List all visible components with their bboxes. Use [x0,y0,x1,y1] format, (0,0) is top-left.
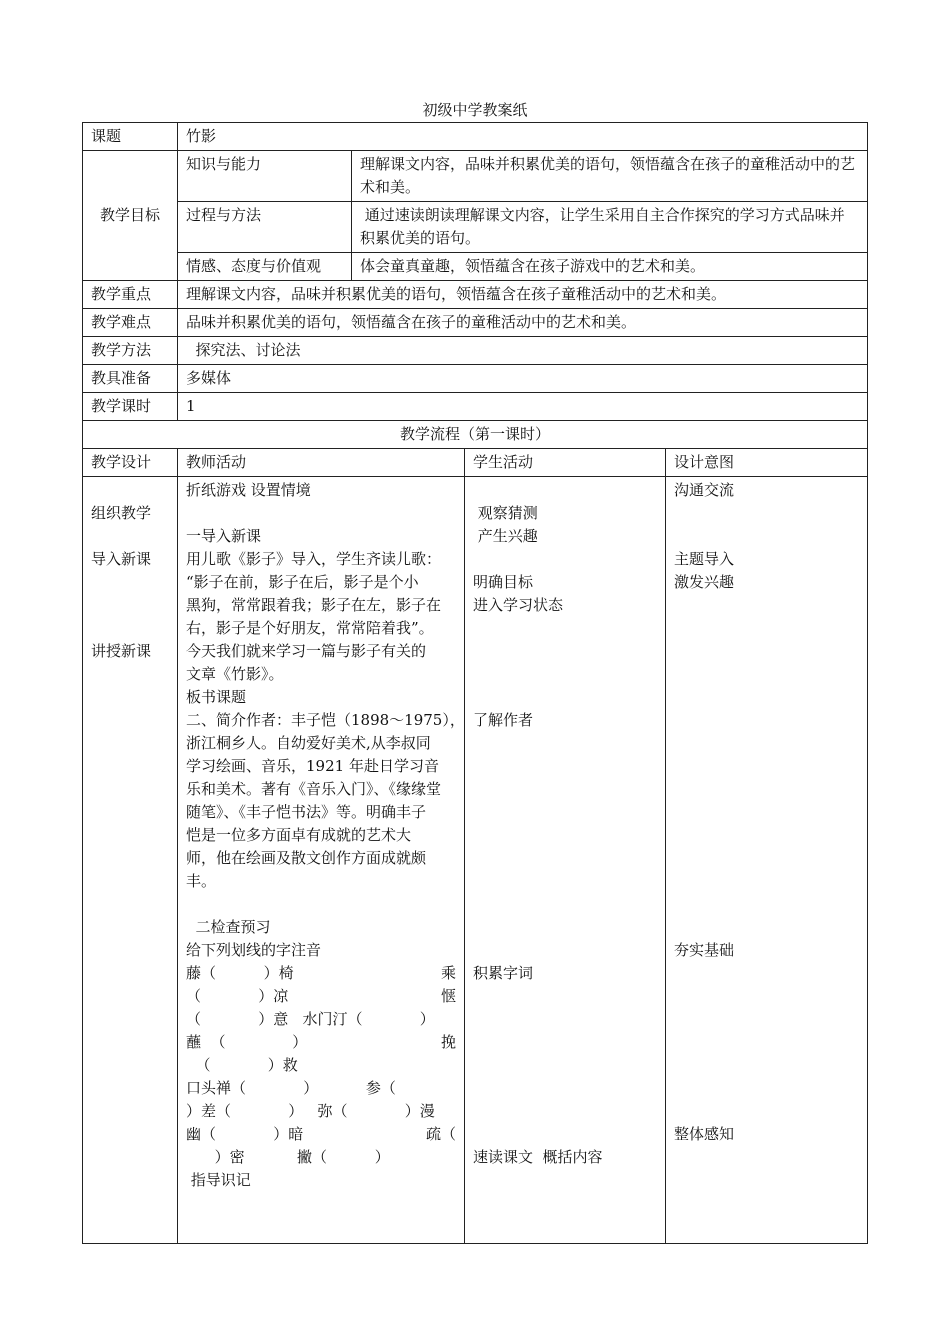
vocab-text: 幽（ ）暗 [186,1125,304,1143]
objective-row-process [83,202,868,253]
intent-line: 激发兴趣 [674,573,735,591]
objective-dim-emotion: 情感、态度与价值观 [178,253,352,281]
teacher-line: 给下列划线的字注音 [186,941,322,959]
header-teacher: 教师活动 [178,449,465,477]
teacher-line: 一导入新课 [186,527,262,545]
stage-intro: 导入新课 [91,550,152,568]
student-line: 进入学习状态 [473,596,564,614]
objective-row-knowledge [83,151,868,202]
method-row [83,337,868,365]
teacher-line: 指导识记 [186,1171,251,1189]
intent-line: 沟通交流 [674,481,735,499]
teacher-line: 文章《竹影》。 [186,665,284,683]
teacher-line: 浙江桐乡人。自幼爱好美术,从李叔同 [186,734,431,752]
student-line: 产生兴趣 [473,527,538,545]
teacher-line: “影子在前，影子在后，影子是个小 [186,573,419,591]
difficulty-label: 教学难点 [83,309,178,337]
vocab-line [186,962,456,985]
stage-organize: 组织教学 [91,504,152,522]
teacher-line: 板书课题 [186,688,247,706]
method-label: 教学方法 [83,337,178,365]
vocab-text: 惬 [440,987,456,1005]
teacher-line: 右，影子是个好朋友，常常陪着我”。 [186,619,434,637]
key-point-value: 理解课文内容，品味并积累优美的语句，领悟蕴含在孩子童稚活动中的艺术和美。 [178,281,868,309]
teacher-line: 乐和美术。著有《音乐入门》、《缘缘堂 [186,780,442,798]
student-line: 了解作者 [473,711,534,729]
teacher-line: 随笔》、《丰子恺书法》等。明确丰子 [186,803,427,821]
vocab-line: 口头禅（ ） 参（ [186,1079,396,1097]
topic-row [83,123,868,151]
objective-content-knowledge: 理解课文内容，品味并积累优美的语句，领悟蕴含在孩子的童稚活动中的艺术和美。 [352,151,868,202]
flow-title: 教学流程（第一课时） [83,421,868,449]
vocab-text: 乘 [440,964,456,982]
teacher-line: 师，他在绘画及散文创作方面成就颇 [186,849,427,867]
student-line: 速读课文 概括内容 [473,1148,603,1166]
teacher-line: 二检查预习 [186,918,271,936]
vocab-text: 疏（ [425,1125,456,1143]
student-line: 观察猜测 [473,504,538,522]
objective-row-emotion [83,253,868,281]
student-line: 明确目标 [473,573,534,591]
vocab-text: 蘸 （ ） [186,1033,308,1051]
teacher-line: 丰。 [186,872,217,890]
teacher-line: 今天我们就来学习一篇与影子有关的 [186,642,427,660]
difficulty-value: 品味并积累优美的语句，领悟蕴含在孩子的童稚活动中的艺术和美。 [178,309,868,337]
header-student: 学生活动 [465,449,666,477]
hours-label: 教学课时 [83,393,178,421]
topic-value: 竹影 [178,123,868,151]
key-point-row [83,281,868,309]
tools-row [83,365,868,393]
vocab-line: ）差（ ） 弥（ ）漫 [186,1102,435,1120]
lesson-plan-table [82,122,868,1244]
vocab-line: （ ）救 [186,1056,298,1074]
vocab-line: ）密 撇（ ） [186,1148,390,1166]
objective-content-emotion: 体会童真童趣，领悟蕴含在孩子游戏中的艺术和美。 [352,253,868,281]
objective-content-process: 通过速读朗读理解课文内容，让学生采用自主合作探究的学习方式品味并积累优美的语句。 [352,202,868,253]
intent-line: 整体感知 [674,1125,735,1143]
teacher-line: 恺是一位多方面卓有成就的艺术大 [186,826,412,844]
teacher-line: 用儿歌《影子》导入，学生齐读儿歌： [186,550,442,568]
teacher-line: 黑狗，常常跟着我；影子在左，影子在 [186,596,442,614]
header-design: 教学设计 [83,449,178,477]
header-intent: 设计意图 [666,449,868,477]
design-intent-column [666,477,868,1244]
flow-header-row [83,449,868,477]
difficulty-row [83,309,868,337]
student-activity-column [465,477,666,1244]
stage-column [83,477,178,1244]
objective-dim-process: 过程与方法 [178,202,352,253]
tools-label: 教具准备 [83,365,178,393]
hours-value: 1 [178,393,868,421]
vocab-line [186,1031,456,1054]
flow-title-row [83,421,868,449]
teacher-line: 学习绘画、音乐，1921 年赴日学习音 [186,757,439,775]
vocab-line [186,985,456,1008]
topic-label: 课题 [83,123,178,151]
method-value: 探究法、讨论法 [178,337,868,365]
vocab-text: 藤（ ）椅 [186,964,294,982]
intent-line: 主题导入 [674,550,735,568]
teacher-activity-column [178,477,465,1244]
vocab-text: 挽 [440,1033,456,1051]
vocab-text: （ ）凉 [186,987,289,1005]
vocab-line: （ ）意 水门汀（ ） [186,1010,435,1028]
objectives-label: 教学目标 [83,151,178,281]
intent-line: 夯实基础 [674,941,735,959]
teacher-line: 二、简介作者：丰子恺（1898～1975）， [186,711,465,729]
vocab-line [186,1123,456,1146]
flow-body-row [83,477,868,1244]
key-point-label: 教学重点 [83,281,178,309]
hours-row [83,393,868,421]
stage-teach: 讲授新课 [91,642,152,660]
teacher-line: 折纸游戏 设置情境 [186,481,311,499]
tools-value: 多媒体 [178,365,868,393]
student-line: 积累字词 [473,964,534,982]
objective-dim-knowledge: 知识与能力 [178,151,352,202]
document-title: 初级中学教案纸 [422,101,528,119]
